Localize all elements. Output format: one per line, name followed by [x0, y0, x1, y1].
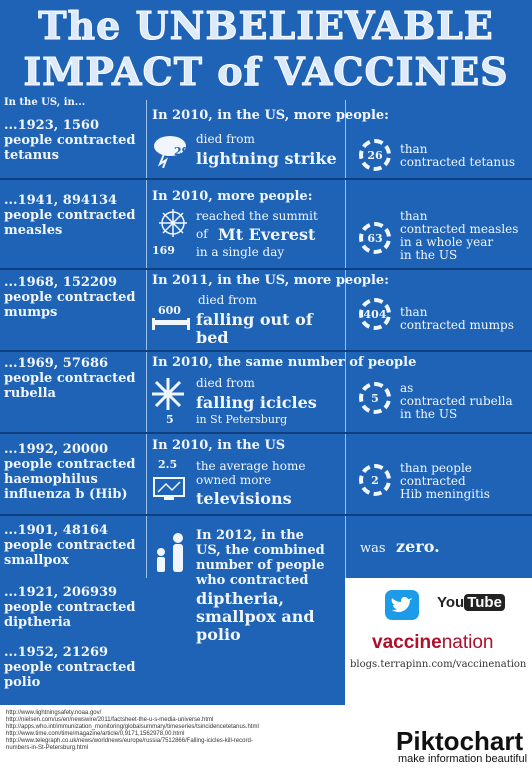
column-divider-right — [345, 100, 346, 578]
right-line: in a whole year — [400, 235, 494, 249]
right-text — [400, 462, 490, 501]
was-text: was — [360, 541, 386, 556]
ring-number: 63 — [359, 222, 391, 254]
reference-link[interactable]: http://apps.who.int/immunization_monitoring/globalsummary/timeseries/tsincidencetetanus.html — [6, 724, 259, 730]
snowflake-icon — [150, 376, 186, 412]
combined-diseases — [196, 590, 315, 644]
bed-icon — [150, 316, 192, 332]
fact-line: people contracted — [4, 208, 136, 223]
right-line: than — [400, 142, 428, 156]
fact-disease: haemophilus — [4, 472, 98, 487]
fact-year: ...1968, 152209 — [4, 275, 118, 290]
column-divider — [146, 100, 147, 578]
combined-text — [196, 528, 325, 588]
text-small-2: in a single day — [196, 245, 285, 259]
combined-line: who contracted — [196, 573, 309, 588]
row-divider — [0, 350, 532, 352]
row-divider — [0, 432, 532, 434]
icon-number: 600 — [158, 304, 181, 317]
fact-left-rubella — [4, 356, 142, 401]
text-small: died from — [196, 132, 255, 146]
row-headline: In 2010, in the US — [152, 438, 286, 453]
reference-link[interactable]: numbers-in-St-Petersburg.html — [6, 745, 89, 751]
row-headline: In 2010, the same number of people — [152, 355, 417, 370]
fact-year: ...1969, 57686 — [4, 356, 109, 371]
fact-line: people contracted — [4, 290, 136, 305]
reference-link[interactable]: http://www.lightningsafety.noaa.gov/ — [6, 710, 102, 716]
ring-number: 5 — [359, 382, 391, 414]
fact-line: people contracted — [4, 660, 136, 675]
fact-disease: smallpox — [4, 553, 69, 568]
compass-rose-icon — [158, 208, 188, 238]
right-line: Hib meningitis — [400, 487, 490, 501]
text-big: falling out of — [196, 310, 313, 329]
blog-url[interactable]: blogs.terrapinn.com/vaccinenation — [350, 659, 527, 670]
fact-line: people contracted — [4, 457, 136, 472]
text-small-2: in St Petersburg — [196, 413, 288, 426]
fact-left-diptheria — [4, 585, 142, 630]
family-icon — [150, 532, 190, 574]
fact-line: people contracted — [4, 600, 136, 615]
piktochart-logo: Piktochart — [396, 726, 524, 756]
title-line-2: IMPACT of VACCINES — [23, 49, 509, 94]
fact-left-smallpox — [4, 523, 142, 568]
right-line: contracted mumps — [400, 318, 514, 332]
fact-left-polio — [4, 645, 142, 690]
fact-line: people contracted — [4, 371, 136, 386]
fact-year: ...1923, 1560 — [4, 118, 99, 133]
right-text — [400, 143, 515, 169]
ring-number: 26 — [359, 139, 391, 171]
right-line: than people — [400, 461, 472, 475]
text-big: Mt Everest — [218, 225, 316, 244]
right-line: than — [400, 209, 428, 223]
text-big: lightning strike — [196, 149, 337, 168]
right-line: contracted tetanus — [400, 155, 516, 169]
combined-line: number of people — [196, 558, 325, 573]
reference-link[interactable]: http://nielsen.com/us/en/newswire/2011/factsheet-the-u-s-media-universe.html — [6, 717, 214, 723]
ring-number: 2 — [359, 464, 391, 496]
row-headline: In 2010, more people: — [152, 189, 313, 204]
fact-left-tetanus — [4, 118, 142, 163]
reference-link[interactable]: http://www.telegraph.co.uk/news/worldnews/europe/russia/7512866/Falling-icicles-kill-record- — [6, 738, 253, 744]
row-divider — [0, 268, 532, 270]
fact-disease: influenza b (Hib) — [4, 487, 128, 502]
text-small: died from — [198, 293, 257, 307]
fact-disease: polio — [4, 675, 41, 690]
right-line: contracted rubella — [400, 394, 513, 408]
row-headline: In 2011, in the US, more people: — [152, 273, 389, 288]
fact-left-mumps — [4, 275, 142, 320]
text-small: died from — [196, 376, 255, 390]
combined-line: US, the combined — [196, 543, 325, 558]
text-small: reached the summit — [196, 209, 318, 223]
right-text — [400, 210, 518, 262]
row-divider — [0, 178, 532, 180]
fact-disease: mumps — [4, 305, 58, 320]
row-divider — [0, 514, 532, 516]
right-text — [400, 306, 514, 332]
zero-text: zero. — [396, 537, 440, 556]
fact-year: ...1941, 894134 — [4, 193, 118, 208]
text-small: the average home — [196, 459, 306, 473]
right-line: than — [400, 305, 428, 319]
brand-part-b: nation — [441, 632, 494, 653]
fact-left-measles — [4, 193, 142, 238]
icon-number: 2.5 — [158, 458, 178, 471]
intro-text: In the US, in... — [4, 97, 86, 108]
row-headline: In 2010, in the US, more people: — [152, 108, 389, 123]
fact-year: ...1921, 206939 — [4, 585, 118, 600]
right-line: in the US — [400, 407, 458, 421]
youtube-you: You — [437, 594, 465, 611]
icon-number: 29 — [174, 145, 190, 158]
text-mid: of — [196, 227, 208, 241]
icon-number: 5 — [166, 413, 174, 426]
title-line-1: The UNBELIEVABLE — [38, 3, 494, 48]
piktochart-tagline: make information beautiful — [398, 753, 528, 765]
references-list — [6, 710, 336, 752]
right-line: contracted — [400, 474, 466, 488]
fact-year: ...1901, 48164 — [4, 523, 109, 538]
text-big: falling icicles — [196, 393, 317, 412]
disease-line: diptheria, — [196, 589, 285, 608]
brand-part-a: vaccine — [372, 632, 442, 653]
twitter-icon[interactable] — [385, 590, 419, 620]
fact-disease: tetanus — [4, 148, 59, 163]
youtube-icon[interactable] — [437, 594, 505, 611]
text-small-2: owned more — [196, 473, 272, 487]
fact-disease: rubella — [4, 386, 56, 401]
right-line: in the US — [400, 248, 458, 262]
right-line: as — [400, 381, 414, 395]
youtube-tube: Tube — [464, 594, 505, 611]
reference-link[interactable]: http://www.time.com/time/magazine/article/0,9171,1562978,00.html — [6, 731, 185, 737]
text-big: televisions — [196, 489, 292, 508]
disease-line: polio — [196, 625, 241, 644]
fact-left-hib — [4, 442, 142, 502]
right-line: contracted measles — [400, 222, 519, 236]
television-icon — [152, 476, 186, 502]
right-text — [400, 382, 513, 421]
fact-line: people contracted — [4, 538, 136, 553]
fact-year: ...1952, 21269 — [4, 645, 109, 660]
text-big-2: bed — [196, 328, 229, 347]
ring-number: 404 — [359, 298, 391, 330]
fact-year: ...1992, 20000 — [4, 442, 109, 457]
combined-line: In 2012, in the — [196, 528, 304, 543]
fact-disease: diptheria — [4, 615, 72, 630]
disease-line: smallpox and — [196, 607, 315, 626]
fact-line: people contracted — [4, 133, 136, 148]
vaccinenation-logo — [372, 632, 494, 654]
fact-disease: measles — [4, 223, 63, 238]
icon-number: 169 — [152, 244, 175, 257]
